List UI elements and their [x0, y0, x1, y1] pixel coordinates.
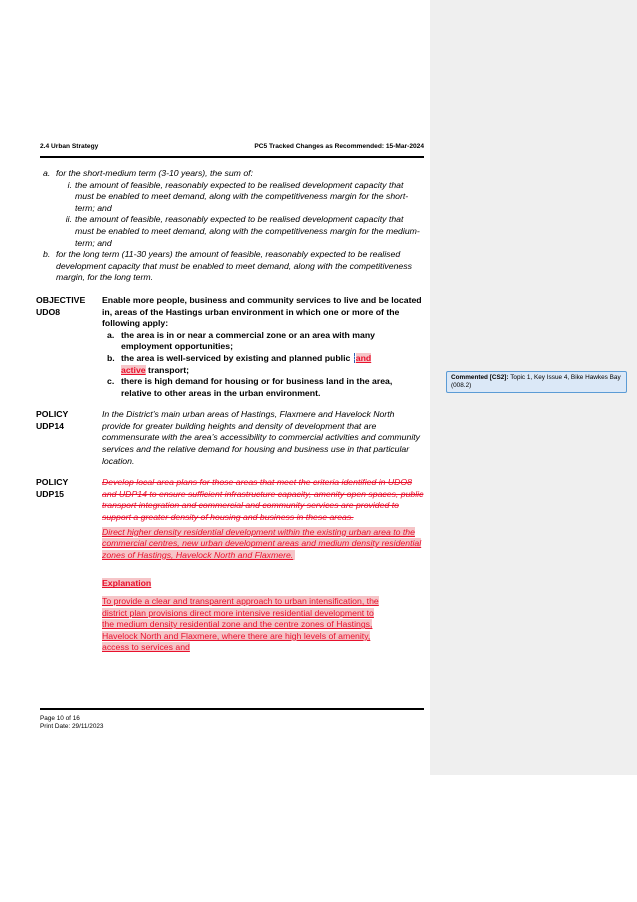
header-rule: [40, 156, 424, 158]
objective-label: [36, 295, 98, 318]
footer-rule: [40, 708, 424, 710]
list-marker: a.: [107, 329, 115, 340]
list-text: the area is in or near a commercial zone or an area with many employment opportunities;: [121, 329, 375, 352]
policy-label-word: POLICY: [36, 409, 69, 420]
explanation-heading-text: Explanation: [102, 578, 152, 589]
policy-label: [36, 409, 98, 432]
explanation-section: [102, 578, 382, 654]
list-text: transport;: [145, 364, 190, 375]
inserted-text: To provide a clear and transparent approach to urban intensification, the district plan provisions direct more intensive residential development to the medium density residential zone and the centre zones of Hastings, Havelock North and Flaxmere, where there are: [102, 596, 379, 641]
list-text: the amount of feasible, reasonably expected to be realised development capacity that must be enabled to meet demand, along with the competitiveness margin for the short-term; and: [75, 179, 409, 213]
list-text: there is high demand for housing or for business land in the area, relative to other areas in the urban environment.: [121, 376, 393, 398]
objective-udo8: [36, 294, 424, 399]
policy-label-word: POLICY: [36, 477, 69, 488]
comment-balloon[interactable]: [446, 371, 627, 393]
list-item-i: [40, 180, 424, 215]
objective-item-a: [102, 330, 424, 353]
inserted-text: active: [121, 364, 146, 375]
deleted-text: Develop local area plans for those areas that meet the criteria identified in UDO8 and UDP14 to ensure sufficient infrastructure capacity, amenity open spaces, public transport integration and commercial and community services are provided to support a greater density of housing and business in these areas.: [102, 477, 424, 523]
header-section-title: 2.4 Urban Strategy: [40, 143, 99, 150]
inserted-text: and: [355, 352, 372, 363]
comment-author: Commented [CS2]:: [451, 374, 509, 381]
inserted-text: high levels of amenity, access to services and: [102, 630, 371, 653]
list-marker: b.: [43, 249, 51, 260]
objective-label-word: OBJECTIVE: [36, 294, 86, 305]
list-marker: ii.: [65, 214, 72, 225]
comment-text: Topic 1, Key Issue 4, Bike Hawkes Bay (008.2): [451, 374, 621, 389]
page-footer: [40, 715, 103, 731]
policy-udp15: [36, 477, 424, 654]
list-marker: b.: [107, 352, 115, 363]
document-body[interactable]: [36, 168, 424, 654]
print-date: Print Date: 29/11/2023: [40, 723, 104, 730]
header-document-title: PC5 Tracked Changes as Recommended: 15-Mar-2024: [254, 143, 424, 150]
list-text: for the long term (11-30 years) the amount of feasible, reasonably expected to be realised development capacity that must be enabled to meet demand, along with the competitiveness margin, for the long term.: [56, 249, 412, 283]
objective-label-code: UDO8: [36, 306, 61, 317]
list-item-b: [40, 249, 424, 284]
objective-item-c: [102, 376, 424, 399]
inserted-text: Direct higher density residential development within the existing urban area to the commercial centres, new urban development areas and medium density residential zones of Hastings, Havelock North and Flaxmere.: [102, 526, 422, 560]
policy-text: In the District’s main urban areas of Hastings, Flaxmere and Havelock North provide for greater building heights and density of development that are commensurate with the area’s accessibility to commercial activities and community services and the relative demand for housing and business use in that particular location.: [102, 409, 421, 466]
objective-item-b: [102, 353, 424, 376]
explanation-text: [102, 596, 382, 654]
comment-connector-line: [205, 378, 446, 379]
list-text: for the short-medium term (3-10 years), the sum of:: [56, 168, 253, 178]
list-marker: a.: [43, 168, 51, 178]
inserted-policy-text: [102, 527, 424, 562]
objective-intro: Enable more people, business and community services to live and be located in, areas of the Hastings urban environment in which one or more of the following apply:: [102, 294, 422, 329]
list-text: the amount of feasible, reasonably expected to be realised development capacity that must be enabled to meet demand, along with the competitiveness margin for the medium-term; and: [75, 214, 420, 248]
objective-list: [102, 330, 424, 400]
list-item-a: [40, 168, 424, 180]
list-marker: i.: [67, 179, 72, 190]
list-item-ii: [40, 214, 424, 249]
policy-label-code: UDP15: [36, 488, 65, 499]
policy-udp14: [36, 409, 424, 467]
list-text: the area is well-serviced by existing and planned public: [121, 352, 353, 363]
explanation-heading: [102, 578, 382, 590]
page-number: Page 10 of 16: [40, 715, 80, 722]
list-marker: c.: [107, 376, 115, 387]
comment-anchor[interactable]: [354, 353, 355, 363]
policy-label-code: UDP14: [36, 420, 65, 431]
policy-label: [36, 477, 98, 500]
